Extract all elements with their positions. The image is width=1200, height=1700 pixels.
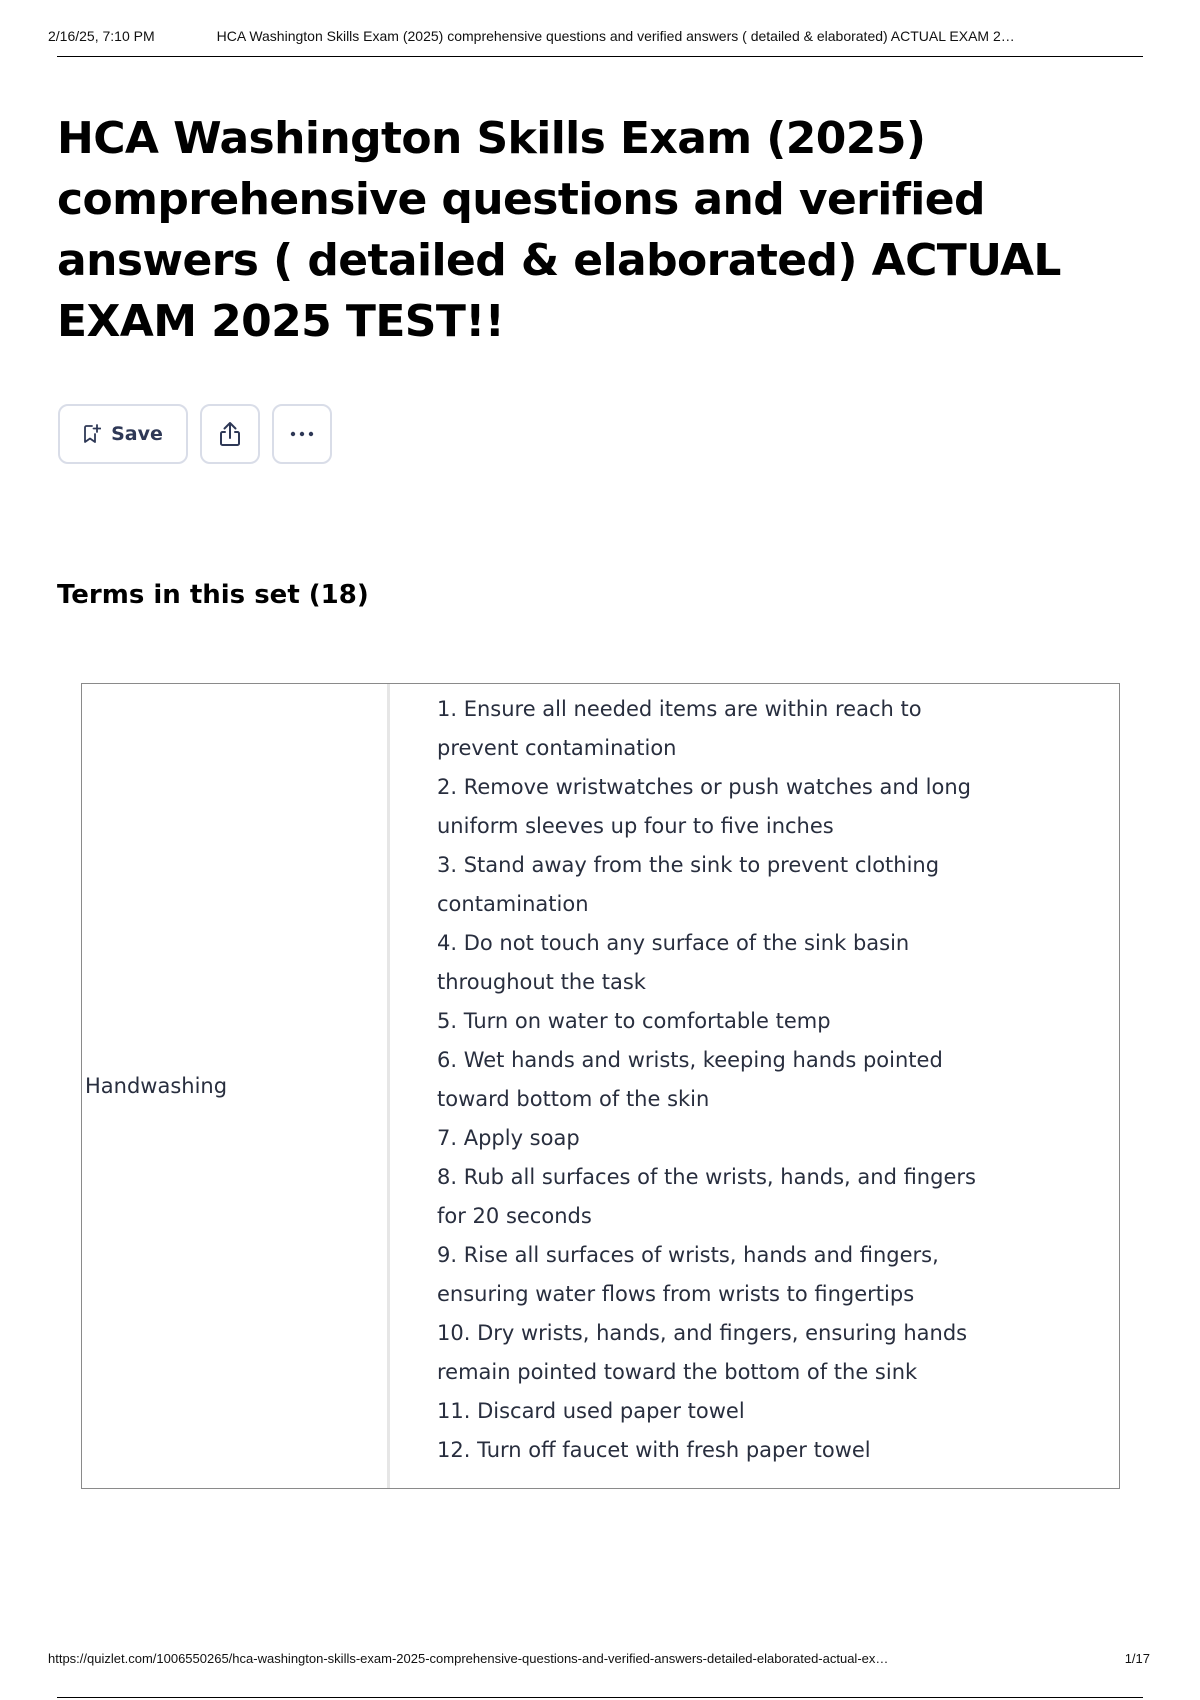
definition-step: 4. Do not touch any surface of the sink basin throughout the task (437, 931, 910, 994)
definition-step: 6. Wet hands and wrists, keeping hands pointed toward bottom of the skin (437, 1048, 943, 1111)
definition-step: 11. Discard used paper towel (437, 1399, 745, 1423)
definition-step: 3. Stand away from the sink to prevent clothing contamination (437, 853, 940, 916)
print-datetime: 2/16/25, 7:10 PM (48, 28, 155, 44)
save-button[interactable] (58, 404, 188, 464)
definition-step: 10. Dry wrists, hands, and fingers, ensuring hands remain pointed toward the bottom of the sink (437, 1321, 968, 1384)
definition-step: 7. Apply soap (437, 1126, 580, 1150)
page-url: https://quizlet.com/1006550265/hca-washington-skills-exam-2025-comprehensive-questions-and-verified-answers-detailed-elaborated-actual-ex… (48, 1651, 889, 1666)
term-card (81, 683, 1120, 1489)
page-number: 1/17 (1124, 1651, 1150, 1666)
definition-cell (390, 684, 1119, 1488)
share-icon (217, 420, 243, 448)
page-title: HCA Washington Skills Exam (2025) comprehensive questions and verified answers ( detailed & elaborated) ACTUAL EXAM 2025 TEST!! (57, 113, 1061, 347)
more-options-button[interactable] (272, 404, 332, 464)
bookmark-add-icon (83, 424, 101, 444)
footer-divider (57, 1697, 1143, 1698)
term-cell: Handwashing (82, 684, 390, 1488)
print-footer (48, 1651, 1150, 1666)
terms-heading: Terms in this set (18) (57, 580, 369, 610)
definition-step: 1. Ensure all needed items are within reach to prevent contamination (437, 697, 922, 760)
definition-step: 9. Rise all surfaces of wrists, hands and fingers, ensuring water flows from wrists to fingertips (437, 1243, 939, 1306)
definition-step: 5. Turn on water to comfortable temp (437, 1009, 831, 1033)
print-document-title: HCA Washington Skills Exam (2025) comprehensive questions and verified answers ( detailed & elaborated) ACTUAL EXAM 2… (216, 28, 1015, 44)
share-button[interactable] (200, 404, 260, 464)
definition-step: 8. Rub all surfaces of the wrists, hands, and fingers for 20 seconds (437, 1165, 976, 1228)
definition-step: 12. Turn off faucet with fresh paper towel (437, 1438, 871, 1462)
header-divider (57, 56, 1143, 57)
more-horizontal-icon (289, 431, 315, 437)
definition-step: 2. Remove wristwatches or push watches and long uniform sleeves up four to five inches (437, 775, 971, 838)
action-bar (58, 404, 332, 464)
print-header (48, 28, 1150, 44)
save-button-label: Save (111, 423, 163, 445)
